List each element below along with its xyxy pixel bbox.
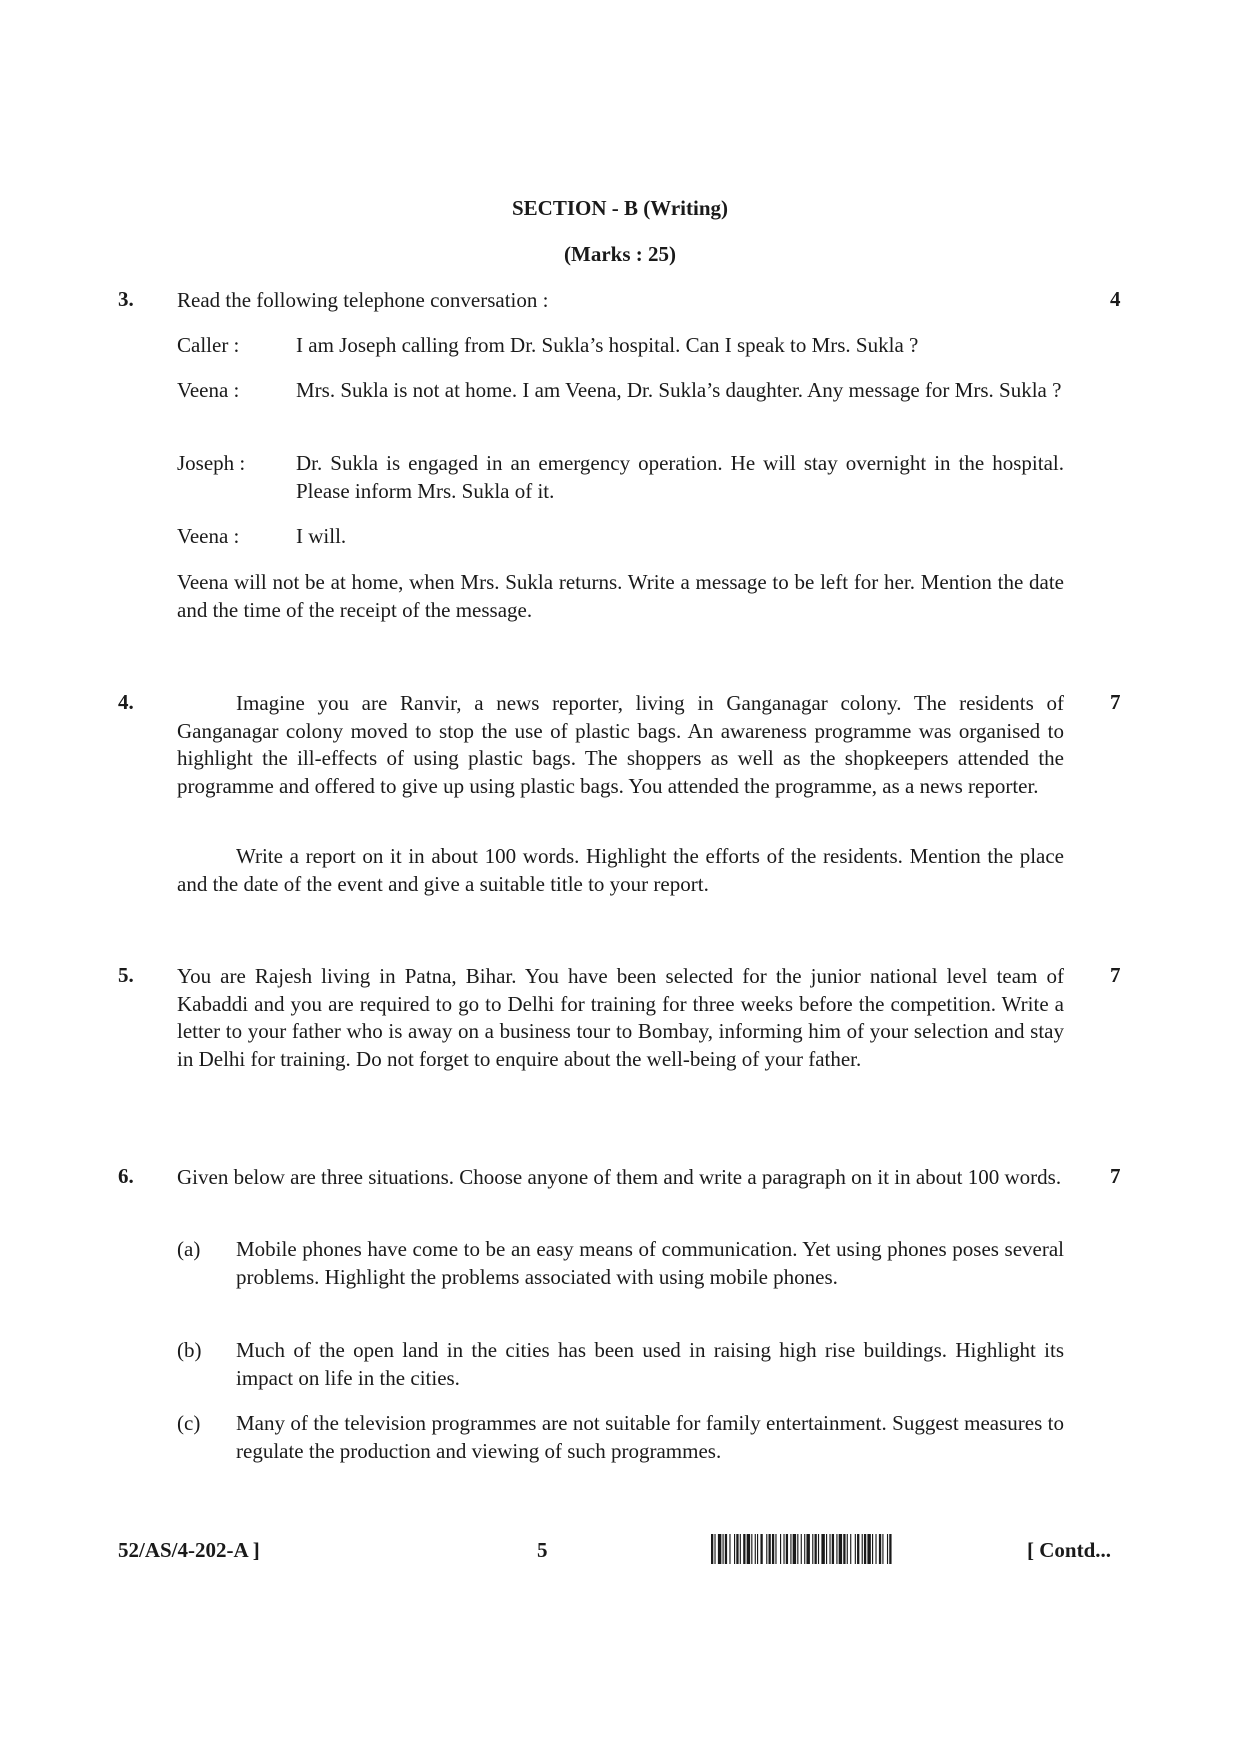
barcode-bar [857,1534,859,1564]
barcode-bar [760,1534,762,1564]
option-text: Mobile phones have come to be an easy means of communication. Yet using phones poses several problems. Highlight the problems associated with using mobile phones. [236,1237,1064,1289]
option-text: Many of the television programmes are not suitable for family entertainment. Suggest measures to regulate the production and viewing of such programmes. [236,1411,1064,1463]
question-paragraph: Imagine you are Ranvir, a news reporter, living in Ganganagar colony. The residents of Ganganagar colony moved to stop the use of plastic bags. An awareness programme was organised to highlight the ill-effects of using plastic bags. The shoppers as well as the shopkeepers attended the programme and offered to give up using plastic bags. You attended the programme, as a news reporter. [177,691,1064,798]
question-intro: Given below are three situations. Choose anyone of them and write a paragraph on it in about 100 words. [177,1165,1062,1189]
barcode-bar [714,1534,715,1564]
question-intro: Read the following telephone conversation : [177,288,549,312]
dialogue-speaker: Joseph : [177,451,246,475]
option-label: (b) [177,1338,202,1362]
barcode-bar [862,1534,863,1564]
contd-label: [ Contd... [1027,1538,1112,1562]
question-marks: 4 [1110,287,1121,311]
barcode-bar [736,1534,738,1564]
barcode-bar [832,1534,834,1564]
option-text: Much of the open land in the cities has been used in raising high rise buildings. Highlight its impact on life in the cities. [236,1338,1064,1390]
barcode-bar [723,1534,724,1564]
barcode-bar [725,1534,727,1564]
option-label: (c) [177,1411,201,1435]
barcode-bar [757,1534,758,1564]
question-number: 5. [118,963,134,987]
barcode-bar [875,1534,876,1564]
barcode-bar [769,1534,771,1564]
dialogue-line: I will. [296,524,347,548]
barcode-image [711,1534,1013,1564]
barcode-bar [818,1534,819,1564]
question-task: Veena will not be at home, when Mrs. Sukla returns. Write a message to be left for her. Mention the date and the time of the receipt of the message. [177,570,1064,622]
dialogue-speaker: Veena : [177,378,240,402]
page-number: 5 [537,1538,548,1562]
barcode-bar [786,1534,788,1564]
section-title: SECTION - B (Writing) [511,196,729,220]
barcode-bar [815,1534,817,1564]
section-marks: (Marks : 25) [564,242,676,266]
barcode-bar [889,1534,891,1564]
barcode-bar [806,1534,809,1564]
barcode-bar [775,1534,776,1564]
dialogue-speaker: Veena : [177,524,240,548]
barcode-bar [751,1534,752,1564]
barcode-bar [711,1534,713,1564]
question-marks: 7 [1110,963,1121,987]
question-number: 3. [118,287,134,311]
barcode-bar [747,1534,750,1564]
dialogue-line: Dr. Sukla is engaged in an emergency operation. He will stay overnight in the hospital. Please inform Mrs. Sukla of it. [296,451,1064,503]
paper-code: 52/AS/4-202-A ] [118,1538,260,1562]
barcode-bar [729,1534,730,1564]
barcode-bar [821,1534,824,1564]
barcode-bar [850,1534,851,1564]
barcode-bar [766,1534,767,1564]
dialogue-speaker: Caller : [177,333,240,357]
barcode-bar [740,1534,741,1564]
barcode-bar [755,1534,756,1564]
barcode-bar [872,1534,873,1564]
dialogue-line: Mrs. Sukla is not at home. I am Veena, Dr. Sukla’s daughter. Any message for Mrs. Sukla ? [296,378,1062,402]
barcode-bar [847,1534,848,1564]
barcode-bar [836,1534,837,1564]
barcode-bar [882,1534,883,1564]
barcode-bar [797,1534,798,1564]
barcode-bar [743,1534,745,1564]
dialogue-line: I am Joseph calling from Dr. Sukla’s hospital. Can I speak to Mrs. Sukla ? [296,333,919,357]
barcode-bar [812,1534,813,1564]
barcode-bar [801,1534,802,1564]
option-label: (a) [177,1237,201,1261]
barcode-bar [804,1534,805,1564]
barcode-bar [887,1534,888,1564]
barcode-bar [734,1534,735,1564]
question-number: 6. [118,1164,134,1188]
question-text: You are Rajesh living in Patna, Bihar. You have been selected for the junior national level team of Kabaddi and you are required to go to Delhi for training for three weeks before the competition. Write a letter to your father who is away on a business tour to Bombay, informing him of your selection and stay in Delhi for training. Do not forget to enquire about the well-being of your father. [177,964,1064,1071]
barcode-bar [864,1534,866,1564]
barcode-bar [790,1534,791,1564]
barcode-bar [826,1534,827,1564]
barcode-bar [829,1534,830,1564]
barcode-bar [879,1534,881,1564]
barcode-bar [783,1534,784,1564]
barcode-bar [867,1534,870,1564]
barcode-bar [855,1534,856,1564]
question-marks: 7 [1110,690,1121,714]
barcode-bar [843,1534,845,1564]
barcode-bar [780,1534,781,1564]
barcode-bar [772,1534,774,1564]
barcode-bar [718,1534,721,1564]
question-paragraph: Write a report on it in about 100 words. Highlight the efforts of the residents. Mention the place and the date of the event and give a suitable title to your report. [177,844,1064,896]
question-number: 4. [118,690,134,714]
barcode-bar [793,1534,796,1564]
barcode-bar [839,1534,842,1564]
question-marks: 7 [1110,1164,1121,1188]
